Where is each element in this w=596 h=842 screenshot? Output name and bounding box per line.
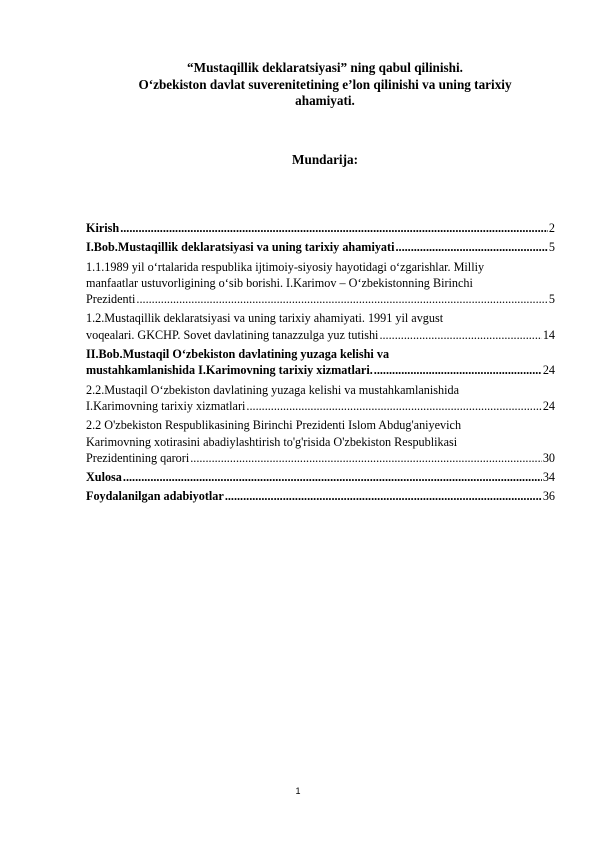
- toc-entry[interactable]: [86, 417, 555, 466]
- toc-entry-last-line: [86, 488, 555, 504]
- toc-entry-line: II.Bob.Mustaqil O‘zbekiston davlatining yuzaga kelishi va: [86, 347, 390, 362]
- toc-entry[interactable]: [86, 310, 555, 343]
- toc-page-number: 14: [542, 327, 555, 342]
- toc-leader-dots: [123, 469, 542, 485]
- toc-leader-dots: [225, 488, 542, 504]
- toc-entry-last-line: [86, 239, 555, 255]
- toc-leader-dots: [190, 450, 542, 466]
- toc-entry-line: Karimovning xotirasini abadiylashtirish to'g'risida O'zbekiston Respublikasi: [86, 434, 458, 449]
- title-line-2: O‘zbekiston davlat suverenitetining e’lon qilinishi va uning tarixiy: [138, 76, 512, 92]
- toc-leader-dots: [395, 239, 547, 255]
- toc-entry-line: 2.2.Mustaqil O‘zbekiston davlatining yuzaga kelishi va mustahkamlanishida: [86, 382, 459, 397]
- toc-heading: Mundarija:: [292, 152, 358, 167]
- toc-entry[interactable]: [86, 239, 555, 255]
- toc-entry-line: manfaatlar ustuvorligining o‘sib borishi. I.Karimov – O‘zbekistonning Birinchi: [86, 275, 473, 290]
- toc-entry-last-line: [86, 220, 555, 236]
- toc-page-number: 30: [542, 450, 555, 465]
- toc-page-number: 24: [542, 398, 555, 413]
- page-number: 1: [295, 786, 301, 796]
- toc-leader-dots: [120, 220, 548, 236]
- toc-entry-last-line: [86, 398, 555, 414]
- toc-page-number: 24: [542, 363, 555, 378]
- toc-entry-last-line: [86, 450, 555, 466]
- toc-page-number: 5: [548, 240, 555, 255]
- toc-entry[interactable]: [86, 469, 555, 485]
- toc-page-number: 34: [542, 470, 555, 485]
- toc-entry-line: 2.2 O'zbekiston Respublikasining Birinchi Prezidenti Islom Abdug'aniyevich: [86, 418, 462, 433]
- toc-entry-title: voqealari. GKCHP. Sovet davlatining tanazzulga yuz tutishi: [86, 327, 379, 342]
- toc-leader-dots: [379, 327, 541, 343]
- toc-entry-title: Xulosa: [86, 470, 122, 485]
- toc-entry[interactable]: [86, 346, 555, 379]
- toc-page-number: 5: [548, 292, 555, 307]
- toc-entry-title: Prezidenti: [86, 292, 136, 307]
- toc-entry-title: Prezidentining qarori: [86, 450, 190, 465]
- toc-page-number: 36: [542, 489, 555, 504]
- toc-page-number: 2: [548, 221, 555, 235]
- toc-entry[interactable]: [86, 382, 555, 415]
- toc-entry-title: mustahkamlanishida I.Karimovning tarixiy xizmatlari.: [86, 363, 373, 378]
- title-line-1: “Mustaqillik deklaratsiyasi” ning qabul qilinishi.: [187, 60, 463, 75]
- toc-entry-line: 1.1.1989 yil o‘rtalarida respublika ijtimoiy-siyosiy hayotidagi o‘zgarishlar. Milliy: [86, 259, 485, 274]
- toc-entry-title: I.Karimovning tarixiy xizmatlari: [86, 398, 246, 413]
- toc-leader-dots: [136, 291, 547, 307]
- toc-entry-title: Foydalanilgan adabiyotlar: [86, 489, 224, 504]
- document-title: [90, 60, 560, 110]
- toc-entry-title: Kirish: [86, 221, 120, 235]
- toc-entry-last-line: [86, 327, 555, 343]
- toc-entry-last-line: [86, 291, 555, 307]
- toc-entry-last-line: [86, 469, 555, 485]
- toc-entry[interactable]: [86, 220, 555, 236]
- toc-leader-dots: [374, 362, 542, 378]
- toc-entry-line: 1.2.Mustaqillik deklaratsiyasi va uning tarixiy ahamiyati. 1991 yil avgust: [86, 311, 444, 326]
- toc-leader-dots: [246, 398, 541, 414]
- toc-entry-title: I.Bob.Mustaqillik deklaratsiyasi va uning tarixiy ahamiyati: [86, 240, 395, 255]
- table-of-contents: [86, 220, 555, 508]
- toc-entry-last-line: [86, 362, 555, 378]
- title-line-3: ahamiyati.: [295, 93, 355, 108]
- toc-entry[interactable]: [86, 488, 555, 504]
- toc-entry[interactable]: [86, 259, 555, 308]
